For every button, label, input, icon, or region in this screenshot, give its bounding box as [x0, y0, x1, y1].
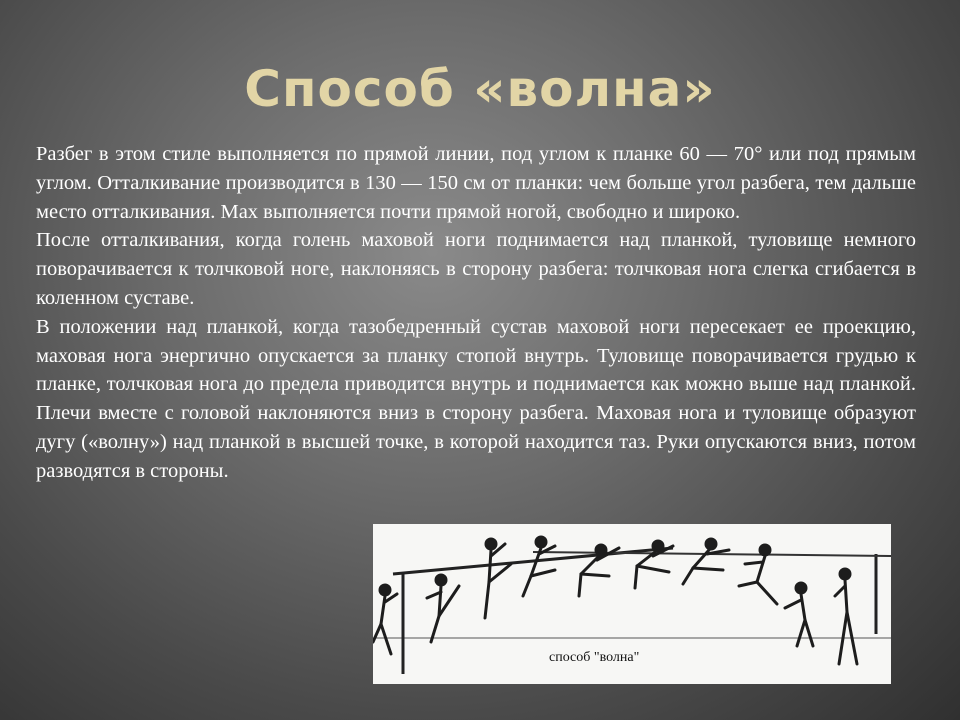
slide-title: Способ «волна»	[244, 60, 716, 118]
paragraph-run-up: Разбег в этом стиле выполняется по прямой линии, под углом к планке 60 — 70° или под прямым углом. Отталкивание производится в 130 — 150 см от планки: чем больше угол разбега, тем дальше место отталкивания. Мах выполняется почти прямой ногой, свободно и широко.	[36, 143, 916, 223]
body-text	[36, 140, 916, 486]
high-jump-illustration	[373, 524, 891, 684]
paragraph-over-bar: В положении над планкой, когда тазобедренный сустав маховой ноги пересекает ее проекцию, маховая нога энергично опускается за планку стопой внутрь. Туловище поворачивается грудью к планке, толчковая нога до предела приводится внутрь и поднимается как можно выше над планкой. Плечи вместе с головой наклоняются вниз в сторону разбега. Маховая нога и туловище образуют дугу («волну») над планкой в высшей точке, в которой находится таз. Руки опускаются вниз, потом разводятся в стороны.	[36, 315, 916, 482]
figure-caption: способ "волна"	[549, 650, 640, 665]
paragraph-after-takeoff: После отталкивания, когда голень маховой ноги поднимается над планкой, туловище немного поворачивается к толчковой ноге, наклоняясь в сторону разбега: толчковая нога слегка сгибается в коленном суставе.	[36, 229, 916, 309]
